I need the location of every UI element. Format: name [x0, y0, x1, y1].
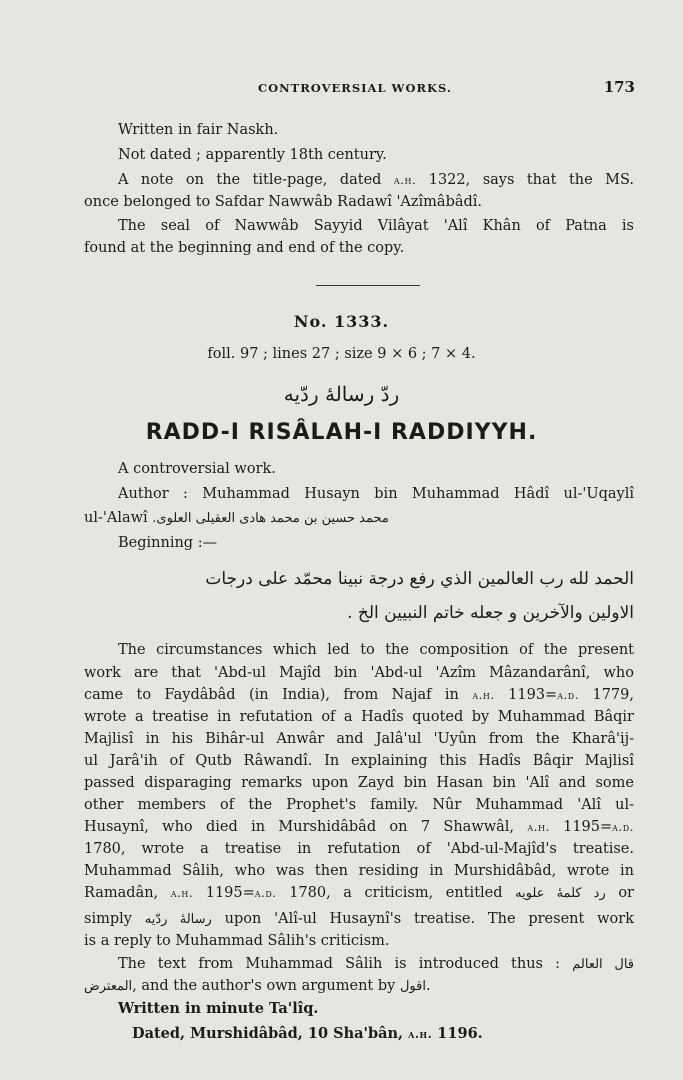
arabic-title: ردّ رسالۀ ردّیه	[283, 382, 400, 406]
entry-title: RADD-I RISÂLAH-I RADDIYYH.	[145, 420, 538, 445]
body-line: is a reply to Muhammad Sâlih's criticism.	[84, 933, 390, 949]
beginning-arabic: الحمد لله رب العالمین الذي رفع درجة نبینا محمّد علی درجات	[205, 569, 634, 589]
body-line: Husaynî, who died in Murshidâbâd on 7 Shawwâl, a.h. 1195=a.d.	[84, 819, 634, 835]
prev-entry-line: Not dated ; apparently 18th century.	[118, 147, 387, 163]
prev-entry-line: Written in fair Naskh.	[118, 122, 279, 138]
author-line: Author : Muhammad Husayn bin Muhammad Hâdî ul-'Uqaylî	[118, 486, 634, 502]
work-kind: A controversial work.	[118, 461, 276, 477]
body-line: The circumstances which led to the composition of the present	[118, 642, 634, 658]
body-line: other members of the Prophet's family. Nûr Muhammad 'Alî ul-	[84, 797, 634, 813]
body-line: The text from Muhammad Sâlih is introduced thus : قال العالم	[118, 956, 635, 972]
author-line: ul-'Alawî محمد حسین بن محمد هادی العقیلی العلوی.	[84, 510, 389, 526]
prev-entry-line: A note on the title-page, dated a.h. 1322, says that the MS.	[118, 172, 635, 188]
beginning-arabic: الاولین والآخرین و جعله خاتم النبیین الخ .	[347, 603, 634, 623]
entry-number: No. 1333.	[293, 312, 390, 331]
body-line: Muhammad Sâlih, who was then residing in Murshidâbâd, wrote in	[84, 863, 634, 879]
body-line: work are that 'Abd-ul Majîd bin 'Abd-ul 'Azîm Mâzandarânî, who	[84, 665, 634, 681]
body-line: Majlisî in his Bihâr-ul Anwâr and Jalâ'ul 'Uyûn from the Kharâ'ij-	[84, 731, 634, 747]
section-divider	[316, 285, 420, 286]
page-header	[258, 78, 635, 96]
body-line: المعترض, and the author's own argument by اقول.	[84, 978, 431, 994]
page-number: 173	[603, 78, 635, 96]
prev-entry-line: found at the beginning and end of the copy.	[84, 240, 405, 256]
date-note: Dated, Murshidâbâd, 10 Sha'bân, a.h. 1196.	[132, 1025, 483, 1042]
body-line: passed disparaging remarks upon Zayd bin Hasan bin 'Alî and some	[84, 775, 634, 791]
body-line: wrote a treatise in refutation of a Hadîs quoted by Muhammad Bâqir	[84, 709, 634, 725]
body-line: Ramadân, a.h. 1195=a.d. 1780, a criticism, entitled رد کلمۀ علویه or	[84, 885, 634, 901]
body-line: 1780, wrote a treatise in refutation of 'Abd-ul-Majîd's treatise.	[84, 841, 634, 857]
script-note: Written in minute Ta'lîq.	[118, 1000, 319, 1017]
body-line: ul Jarâ'ih of Qutb Râwandî. In explaining this Hadîs Bâqir Majlisî	[84, 753, 634, 769]
beginning-label: Beginning :—	[118, 535, 218, 551]
running-head: CONTROVERSIAL WORKS.	[258, 81, 452, 95]
collation: foll. 97 ; lines 27 ; size 9 × 6 ; 7 × 4.	[207, 346, 476, 362]
body-line: simply رسالۀ ردّیه upon 'Alî-ul Husaynî's treatise. The present work	[84, 911, 634, 927]
body-line: came to Faydâbâd (in India), from Najaf in a.h. 1193=a.d. 1779,	[84, 687, 634, 703]
prev-entry-line: The seal of Nawwâb Sayyid Vilâyat 'Alî Khân of Patna is	[118, 218, 634, 234]
prev-entry-line: once belonged to Safdar Nawwâb Radawî 'Azîmâbâdî.	[84, 194, 483, 210]
